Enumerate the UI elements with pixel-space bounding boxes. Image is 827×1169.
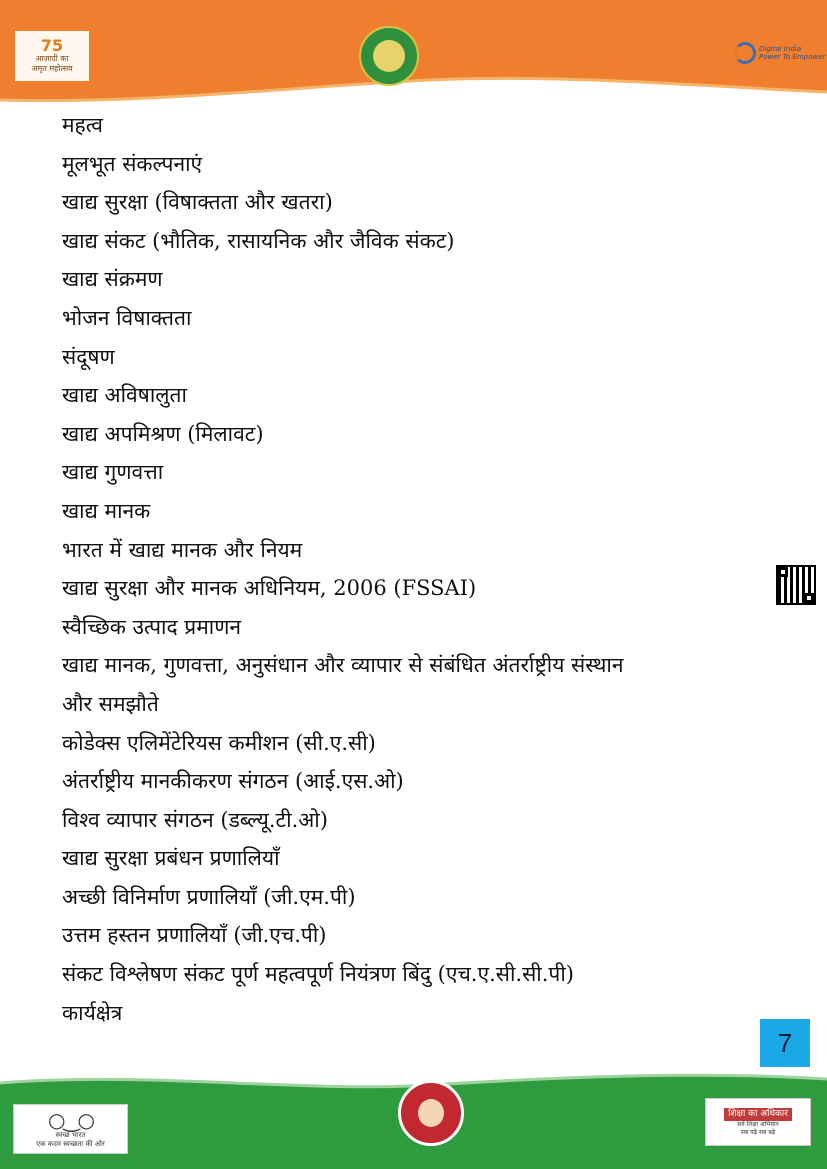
topic-line: स्वैच्छिक उत्पाद प्रमाणन: [62, 614, 242, 639]
digital-india-tagline: Power To Empower: [759, 53, 826, 61]
azadi-number: 75: [40, 36, 64, 55]
digital-india-title: Digital India: [759, 45, 802, 53]
topic-line: खाद्य संक्रमण: [62, 267, 163, 292]
emblem-center: [373, 40, 405, 72]
shiksha-line2: सब पढ़ें सब बढ़ें: [740, 1128, 776, 1136]
topic-line: खाद्य गुणवत्ता: [62, 460, 164, 485]
topic-line: अंतर्राष्ट्रीय मानकीकरण संगठन (आई.एस.ओ): [62, 769, 404, 794]
swachh-bharat-logo: [13, 1104, 128, 1154]
topic-line: खाद्य सुरक्षा (विषाक्तता और खतरा): [62, 190, 333, 215]
azadi-ka-amrit-mahotsav-logo: [15, 31, 89, 81]
swachh-left: स्वच्छ: [55, 1131, 70, 1139]
topic-line: अच्छी विनिर्माण प्रणालियाँ (जी.एम.पी): [62, 884, 356, 909]
qr-code-icon[interactable]: [776, 565, 816, 605]
topic-line: खाद्य अपमिश्रण (मिलावट): [62, 421, 264, 446]
topic-line: महत्व: [62, 113, 103, 137]
topic-list: [62, 106, 762, 1032]
shiksha-ka-adhikar-logo: [705, 1098, 811, 1146]
glasses-icon: ○‿○: [48, 1108, 93, 1132]
topic-line: भारत में खाद्य मानक और नियम: [62, 537, 303, 562]
swachh-right: भारत: [71, 1131, 86, 1139]
page-number: 7: [760, 1019, 810, 1067]
topic-line: खाद्य सुरक्षा और मानक अधिनियम, 2006 (FSSAI): [62, 576, 477, 601]
topic-line: विश्व व्यापार संगठन (डब्ल्यू.टी.ओ): [62, 807, 328, 832]
topic-line: खाद्य अविषालुता: [62, 383, 187, 408]
topic-line: कार्यक्षेत्र: [62, 1000, 123, 1025]
emblem-icon: [359, 26, 419, 86]
beti-bachao-logo: [398, 1080, 464, 1146]
topic-line: कोडेक्स एलिमेंटेरियस कमीशन (सी.ए.सी): [62, 730, 376, 755]
shiksha-line1: सर्व शिक्षा अभियान: [737, 1120, 779, 1128]
azadi-line2: अमृत महोत्सव: [31, 64, 73, 73]
digital-india-icon: [734, 42, 756, 64]
topic-line: भोजन विषाक्तता: [62, 305, 192, 330]
topic-line: खाद्य मानक, गुणवत्ता, अनुसंधान और व्यापार से संबंधित अंतर्राष्ट्रीय संस्थान: [62, 653, 624, 678]
digital-india-logo: [734, 42, 825, 64]
azadi-line1: आज़ादी का: [35, 54, 69, 63]
topic-line: खाद्य मानक: [62, 498, 151, 523]
girl-face-icon: [418, 1099, 444, 1127]
swachh-tagline: एक कदम स्वच्छता की ओर: [36, 1140, 105, 1148]
topic-line: खाद्य सुरक्षा प्रबंधन प्रणालियाँ: [62, 846, 280, 871]
topic-line: खाद्य संकट (भौतिक, रासायनिक और जैविक संकट): [62, 228, 455, 253]
shiksha-title: शिक्षा का अधिकार: [724, 1108, 792, 1121]
topic-line: उत्तम हस्तन प्रणालियाँ (जी.एच.पी): [62, 923, 327, 948]
topic-line: और समझौते: [62, 691, 159, 716]
topic-line: संकट विश्लेषण संकट पूर्ण महत्वपूर्ण नियंत्रण बिंदु (एच.ए.सी.सी.पी): [62, 962, 574, 987]
topic-line: संदूषण: [62, 344, 115, 369]
topic-line: मूलभूत संकल्पनाएं: [62, 151, 203, 176]
